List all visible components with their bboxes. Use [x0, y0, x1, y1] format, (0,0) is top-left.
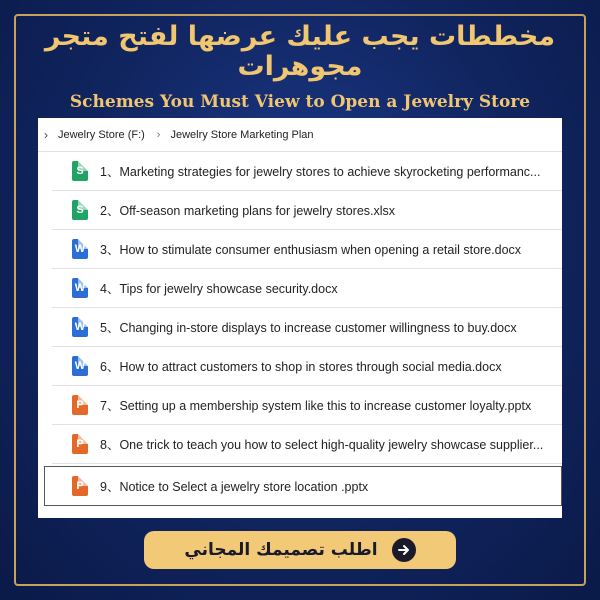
presentation-icon: P [72, 476, 88, 496]
file-list [38, 152, 562, 506]
file-name: 2、Off-season marketing plans for jewelry stores.xlsx [100, 204, 396, 218]
breadcrumb-folder[interactable]: Jewelry Store Marketing Plan [170, 128, 314, 141]
file-name: 9、Notice to Select a jewelry store location .pptx [100, 480, 369, 494]
file-row-5[interactable] [52, 308, 562, 347]
file-row-7[interactable] [52, 386, 562, 425]
file-name: 8、One trick to teach you how to select high-quality jewelry showcase supplier... [100, 438, 544, 452]
free-design-button[interactable] [144, 531, 456, 569]
arrow-right-circle-icon [392, 538, 416, 562]
file-name: 3、How to stimulate consumer enthusiasm when opening a retail store.docx [100, 243, 522, 257]
document-icon: W [72, 356, 88, 376]
file-row-6[interactable] [52, 347, 562, 386]
file-row-2[interactable] [52, 191, 562, 230]
presentation-icon: P [72, 395, 88, 415]
arabic-title: مخططات يجب عليك عرضها لفتح متجر مجوهرات [44, 21, 556, 82]
spreadsheet-icon: S [72, 161, 88, 181]
file-row-8[interactable] [52, 425, 562, 464]
cta-label: اطلب تصميمك المجاني [184, 540, 378, 560]
document-icon: W [72, 278, 88, 298]
document-icon: W [72, 317, 88, 337]
document-icon: W [72, 239, 88, 259]
file-row-4[interactable] [52, 269, 562, 308]
file-name: 5、Changing in-store displays to increase customer willingness to buy.docx [100, 321, 517, 335]
file-row-1[interactable] [52, 152, 562, 191]
file-name: 6、How to attract customers to shop in stores through social media.docx [100, 360, 502, 374]
breadcrumb [38, 118, 562, 152]
file-explorer-window [38, 118, 562, 518]
file-row-3[interactable] [52, 230, 562, 269]
file-name: 1、Marketing strategies for jewelry stores to achieve skyrocketing performanc... [100, 165, 541, 179]
chevron-right-icon[interactable]: › [44, 127, 48, 142]
file-name: 4、Tips for jewelry showcase security.docx [100, 282, 338, 296]
presentation-icon: P [72, 434, 88, 454]
file-row-9[interactable] [44, 466, 562, 506]
english-title: Schemes You Must View to Open a Jewelry Store [69, 92, 531, 112]
chevron-right-icon: › [156, 128, 161, 141]
file-name: 7、Setting up a membership system like this to increase customer loyalty.pptx [100, 399, 532, 413]
breadcrumb-drive[interactable]: Jewelry Store (F:) [58, 128, 145, 141]
spreadsheet-icon: S [72, 200, 88, 220]
